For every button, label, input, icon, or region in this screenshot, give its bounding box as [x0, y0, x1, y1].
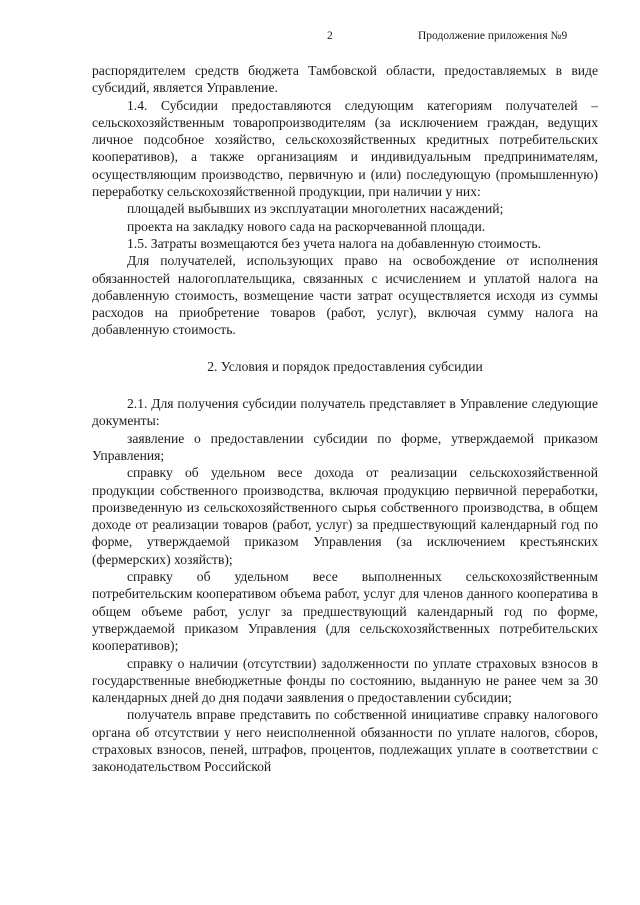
section-heading: 2. Условия и порядок предоставления субсидии — [207, 358, 483, 374]
list-item: справку об удельном весе дохода от реализации сельскохозяйственной продукции собственного производства, включая продукцию первичной переработки, произведенную из сельскохозяйственного сырья собственного производства, в общем доходе от реализации товаров (работ, услуг) за предшествующий календарный год по форме, утверждаемой приказом Управления (за исключением крестьянских (фермерских) хозяйств); — [92, 465, 598, 567]
appendix-continuation-note: Продолжение приложения №9 — [418, 30, 568, 42]
document-body — [92, 62, 598, 776]
paragraph-1-5: 1.5. Затраты возмещаются без учета налога на добавленную стоимость. — [127, 235, 541, 251]
paragraph-1-4: 1.4. Субсидии предоставляются следующим категориям получателей – сельскохозяйственным товаропроизводителям (за исключением граждан, ведущих личное подсобное хозяйство, сельскохозяйственных кредитных потребительских кооперативов), а также организациям и индивидуальным предпринимателям, осуществляющим производство, первичную и (или) последующую (промышленную) переработку сельскохозяйственной продукции, при наличии у них: — [92, 97, 598, 200]
list-item: справку об удельном весе выполненных сельскохозяйственным потребительским кооперативом объема работ, услуг для членов данного кооператива в общем объеме работ, услуг за предшествующий календарный год по форме, утверждаемой приказом Управления (для сельскохозяйственных потребительских кооперативов); — [92, 569, 598, 654]
paragraph: Для получателей, использующих право на освобождение от исполнения обязанностей налогоплательщика, связанных с исчислением и уплатой налога на добавленную стоимость, возмещение части затрат осуществляется исходя из суммы расходов на приобретение товаров (работ, услуг), включая сумму налога на добавленную стоимость. — [92, 253, 598, 338]
page-header — [0, 30, 640, 50]
list-item: получатель вправе представить по собственной инициативе справку налогового органа об отсутствии у него неисполненной обязанности по уплате налогов, сборов, страховых взносов, пеней, штрафов, процентов, подлежащих уплате в соответствии с законодательством Российской — [92, 707, 598, 775]
list-item: площадей выбывших из эксплуатации многолетних насаждений; — [127, 201, 504, 217]
paragraph: распорядителем средств бюджета Тамбовской области, предоставляемых в виде субсидий, является Управление. — [92, 63, 598, 96]
paragraph-2-1: 2.1. Для получения субсидии получатель представляет в Управление следующие документы: — [92, 396, 598, 429]
list-item: проекта на закладку нового сада на раскорчеванной площади. — [127, 218, 486, 234]
list-item: справку о наличии (отсутствии) задолженности по уплате страховых взносов в государственные внебюджетные фонды по состоянию, выданную не ранее чем за 30 календарных дней до дня подачи заявления о предоставлении субсидии; — [92, 655, 598, 706]
list-item: заявление о предоставлении субсидии по форме, утверждаемой приказом Управления; — [92, 430, 598, 463]
page-number: 2 — [327, 30, 333, 42]
